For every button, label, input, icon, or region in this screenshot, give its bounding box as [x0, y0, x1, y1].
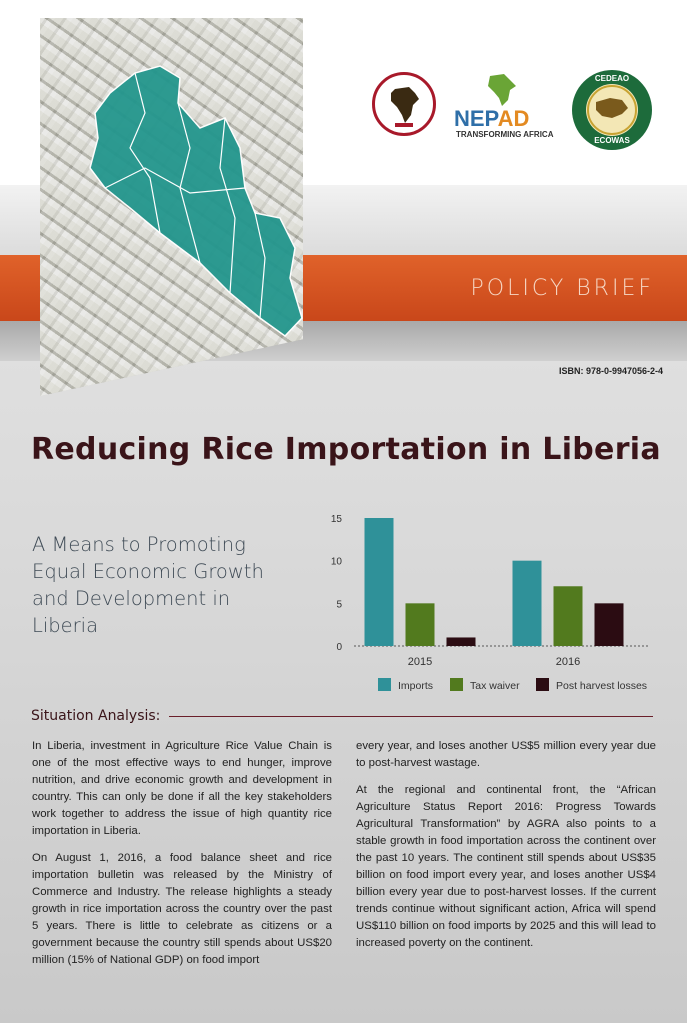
ecowas-logo	[572, 70, 652, 150]
rice-import-bar-chart	[320, 505, 660, 705]
legend-swatch	[378, 678, 391, 691]
africa-map-icon	[375, 75, 433, 133]
section-divider	[169, 716, 653, 717]
nepad-wordmark-part1: NEP	[454, 106, 498, 131]
chart-bar	[447, 637, 476, 646]
chart-bar	[365, 518, 394, 646]
nepad-wordmark-part2: AD	[497, 106, 530, 131]
legend-label: Tax waiver	[470, 680, 520, 692]
africa-map-icon	[482, 72, 522, 108]
liberia-map-icon	[40, 18, 303, 396]
paragraph: In Liberia, investment in Agriculture Rice Value Chain is one of the most effective ways to end hunger, improve nutrition, and drive economic growth and development in country. This can only be done if all the key stakeholders work together to address the issue of high quantity rice importation in Liberia.	[32, 740, 332, 837]
ecowas-logo-top-text: CEDEAO	[594, 74, 630, 83]
legend-swatch	[450, 678, 463, 691]
paragraph: every year, and loses another US$5 million every year due to post-harvest wastage.	[356, 740, 656, 769]
paragraph: At the regional and continental front, the “African Agriculture Status Report 2016: Progress Towards Agricultural Transformation” by AGRA also points to a stable growth in food importation across the continent over the past 10 years. The continent still spends about US$35 billion on food import every year, and loses another US$4 billion every year due to post-harvest losses. If the current trends continue without significant action, Africa will spend US$110 billion on food imports by 2025 and this will lead to increased poverty on the continent.	[356, 784, 656, 949]
section-title: Situation Analysis:	[31, 708, 161, 724]
paragraph: On August 1, 2016, a food balance sheet and rice importation bulletin was released by the Ministry of Commerce and Industry. The release highlights a steady growth in rice importation across the country over the past 5 years. There is little to celebrate as citizens or a government because the country still spends about US$20 million (15% of National GDP) on food import	[32, 852, 332, 966]
ecowas-logo-bottom-text: ECOWAS	[594, 136, 630, 145]
page-title: Reducing Rice Importation in Liberia	[31, 432, 661, 467]
text-column-left	[32, 738, 332, 979]
isbn-number: ISBN: 978-0-9947056-2-4	[558, 366, 663, 376]
y-tick-label: 15	[330, 514, 342, 525]
legend-label: Imports	[398, 680, 434, 692]
chart-bar	[513, 561, 542, 646]
x-tick-label: 2016	[555, 656, 581, 668]
x-tick-label: 2015	[407, 656, 433, 668]
legend-label: Post harvest losses	[556, 680, 648, 692]
y-tick-label: 5	[336, 599, 342, 611]
chart-bar	[406, 603, 435, 646]
nepad-tagline: TRANSFORMING AFRICA	[456, 130, 554, 139]
nepad-wordmark	[454, 106, 529, 132]
chart-bar	[554, 586, 583, 646]
situation-analysis-header	[31, 705, 653, 727]
legend-swatch	[536, 678, 549, 691]
ecowas-emblem	[586, 84, 638, 136]
page-subtitle: A Means to Promoting Equal Economic Growth and Development in Liberia	[32, 533, 264, 637]
rice-cover-photo	[40, 18, 303, 396]
text-column-right	[356, 738, 656, 962]
african-union-logo	[372, 72, 436, 136]
policy-brief-label: POLICY BRIEF	[470, 276, 654, 301]
west-africa-map-icon	[586, 84, 638, 136]
partner-logos	[370, 70, 670, 150]
chart-bar	[595, 603, 624, 646]
y-tick-label: 10	[330, 556, 342, 568]
y-tick-label: 0	[336, 642, 342, 653]
nepad-logo	[454, 72, 554, 144]
